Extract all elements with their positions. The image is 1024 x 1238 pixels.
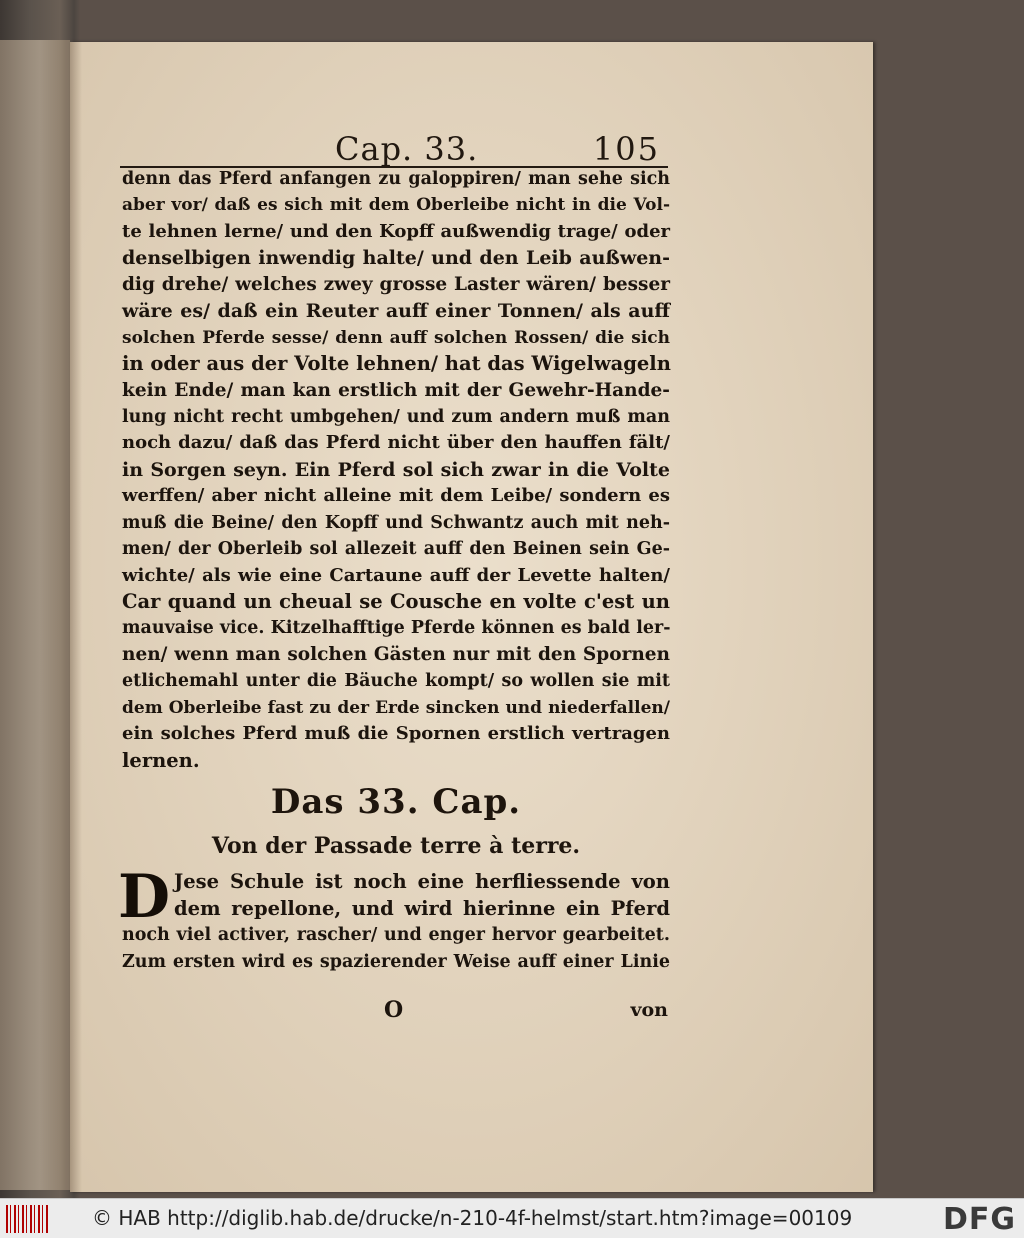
text-line: in oder aus der Volte lehnen/ hat das Wigelwageln (122, 352, 671, 376)
second-paragraph (122, 868, 670, 976)
dfg-logo: DFG (942, 1202, 1016, 1237)
text-line: noch viel activer, rascher/ und enger hervor gearbeitet. (122, 925, 670, 945)
text-line: Jese Schule ist noch eine herfliessende von (174, 870, 670, 893)
section-heading: Das 33. Cap. (270, 782, 522, 822)
text-line: kein Ende/ man kan erstlich mit der Gewehr-Hande- (122, 379, 670, 401)
page-gutter-shadow (70, 42, 82, 1192)
text-line: etlichemahl unter die Bäuche kompt/ so wollen sie mit (122, 671, 670, 692)
text-line: werffen/ aber nicht alleine mit dem Leibe/ sondern es (122, 485, 670, 507)
text-line: denselbigen inwendig halte/ und den Leib außwen- (122, 247, 670, 270)
text-line: nen/ wenn man solchen Gästen nur mit den Spornen (122, 643, 670, 665)
text-line: men/ der Oberleib sol allezeit auff den Beinen sein Ge- (122, 539, 670, 560)
hab-barcode-logo (6, 1205, 48, 1233)
text-line: wäre es/ daß ein Reuter auff einer Tonnen/ als auff (122, 300, 670, 323)
text-line: dem Oberleibe fast zu der Erde sincken und niederfallen/ (122, 697, 670, 718)
signature-mark: O (384, 997, 404, 1023)
text-line: dem repellone, und wird hierinne ein Pferd (174, 897, 670, 920)
viewer-footer (0, 1198, 1024, 1238)
text-line: solchen Pferde sesse/ denn auff solchen Rossen/ die sich (122, 327, 670, 348)
text-line: wichte/ als wie eine Cartaune auff der Levette halten/ (122, 564, 670, 586)
copyright-link[interactable]: © HAB http://diglib.hab.de/drucke/n-210-4f-helmst/start.htm?image=00109 (92, 1206, 853, 1230)
text-line: aber vor/ daß es sich mit dem Oberleibe nicht in die Vol- (122, 195, 670, 216)
text-line: lernen. (122, 748, 200, 772)
body-paragraph (122, 166, 670, 774)
text-line: te lehnen lerne/ und den Kopff außwendig trage/ oder (122, 220, 670, 242)
text-line: Zum ersten wird es spazierender Weise auff einer Linie (122, 952, 670, 972)
text-line: mauvaise vice. Kitzelhafftige Pferde können es bald ler- (122, 618, 671, 639)
text-line: ein solches Pferd muß die Spornen erstlich vertragen (122, 723, 670, 745)
text-line: lung nicht recht umbgehen/ und zum andern muß man (122, 406, 670, 427)
catchword: von (630, 999, 668, 1021)
text-line: Car quand un cheual se Cousche en volte c'est un (122, 590, 670, 613)
drop-cap-initial: D (118, 862, 171, 932)
text-line: muß die Beine/ den Kopff und Schwantz auch mit neh- (122, 512, 670, 533)
text-line: denn das Pferd anfangen zu galoppiren/ man sehe sich (122, 169, 670, 189)
adjacent-page-edge (0, 40, 70, 1190)
text-line: noch dazu/ daß das Pferd nicht über den hauffen fält/ (122, 432, 670, 454)
page-foot (122, 997, 670, 1025)
text-line: dig drehe/ welches zwey grosse Laster wären/ besser (122, 273, 670, 295)
section-subheading: Von der Passade terre à terre. (211, 833, 581, 859)
running-header (120, 132, 668, 168)
page-number: 105 (592, 130, 660, 168)
running-head-chapter: Cap. 33. (335, 130, 479, 168)
text-line: in Sorgen seyn. Ein Pferd sol sich zwar in die Volte (122, 458, 670, 481)
